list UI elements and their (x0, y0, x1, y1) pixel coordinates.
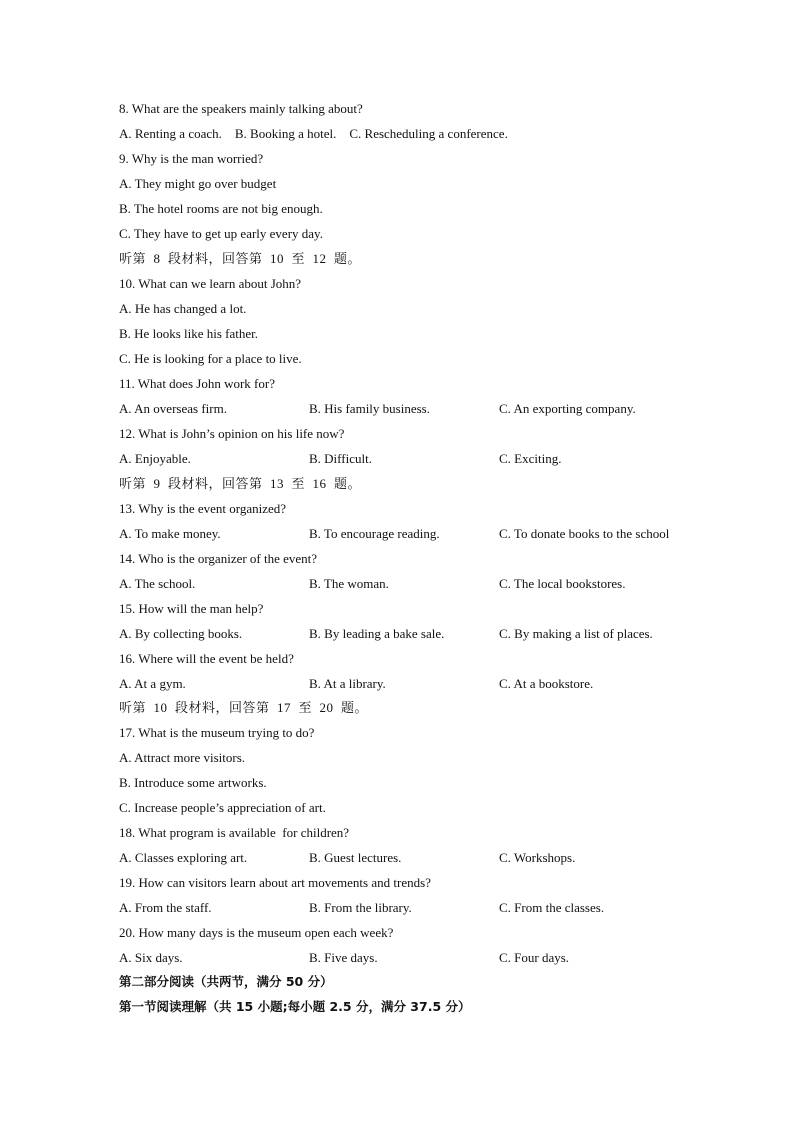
question-9-option-c: C. They have to get up early every day. (119, 226, 323, 241)
section-8-instruction: 听第 8 段材料，回答第 10 至 12 题。 (119, 251, 362, 266)
question-13-option-b: B. To encourage reading. (309, 526, 440, 541)
question-17-option-b: B. Introduce some artworks. (119, 775, 267, 790)
question-16-option-b: B. At a library. (309, 676, 386, 691)
question-13-option-a: A. To make money. (119, 526, 221, 541)
question-18-stem: 18. What program is available for children? (119, 825, 350, 840)
question-18-options (119, 848, 719, 868)
question-9-stem: 9. Why is the man worried? (119, 151, 264, 166)
question-15-option-a: A. By collecting books. (119, 626, 243, 641)
question-17-option-a: A. Attract more visitors. (119, 750, 246, 765)
question-16-stem: 16. Where will the event be held? (119, 651, 294, 666)
question-15-options (119, 624, 719, 644)
section-10-instruction: 听第 10 段材料，回答第 17 至 20 题。 (119, 700, 369, 715)
question-19-stem: 19. How can visitors learn about art movements and trends? (119, 875, 431, 890)
question-16-option-c: C. At a bookstore. (499, 676, 594, 691)
question-15-stem: 15. How will the man help? (119, 601, 264, 616)
question-10-stem: 10. What can we learn about John? (119, 276, 302, 291)
question-13-options (119, 524, 719, 544)
question-20-option-b: B. Five days. (309, 950, 378, 965)
question-17-stem: 17. What is the museum trying to do? (119, 725, 315, 740)
question-9-option-b: B. The hotel rooms are not big enough. (119, 201, 323, 216)
question-20-option-c: C. Four days. (499, 950, 570, 965)
question-9-option-a: A. They might go over budget (119, 176, 277, 191)
question-10-option-b: B. He looks like his father. (119, 326, 259, 341)
part-2-heading: 第二部分阅读（共两节，满分 50 分） (119, 974, 333, 989)
question-15-option-c: C. By making a list of places. (499, 626, 653, 641)
question-19-option-b: B. From the library. (309, 900, 412, 915)
section-1-heading: 第一节阅读理解（共 15 小题;每小题 2.5 分，满分 37.5 分） (119, 999, 471, 1014)
question-16-option-a: A. At a gym. (119, 676, 186, 691)
question-12-option-b: B. Difficult. (309, 451, 372, 466)
question-8-stem: 8. What are the speakers mainly talking about? (119, 101, 363, 116)
question-16-options (119, 674, 719, 694)
question-13-stem: 13. Why is the event organized? (119, 501, 287, 516)
question-19-options (119, 898, 719, 918)
question-12-option-a: A. Enjoyable. (119, 451, 191, 466)
question-12-stem: 12. What is John’s opinion on his life now? (119, 426, 345, 441)
question-14-option-b: B. The woman. (309, 576, 389, 591)
question-18-option-c: C. Workshops. (499, 850, 576, 865)
question-11-options (119, 399, 719, 419)
question-14-option-a: A. The school. (119, 576, 196, 591)
question-18-option-a: A. Classes exploring art. (119, 850, 248, 865)
question-10-option-a: A. He has changed a lot. (119, 301, 247, 316)
question-15-option-b: B. By leading a bake sale. (309, 626, 445, 641)
question-19-option-c: C. From the classes. (499, 900, 605, 915)
question-14-options (119, 574, 719, 594)
question-17-option-c: C. Increase people’s appreciation of art. (119, 800, 326, 815)
question-12-option-c: C. Exciting. (499, 451, 562, 466)
question-11-option-b: B. His family business. (309, 401, 430, 416)
question-19-option-a: A. From the staff. (119, 900, 212, 915)
question-14-option-c: C. The local bookstores. (499, 576, 626, 591)
question-8-options: A. Renting a coach. B. Booking a hotel. C. Rescheduling a conference. (119, 126, 508, 141)
question-18-option-b: B. Guest lectures. (309, 850, 402, 865)
question-11-stem: 11. What does John work for? (119, 376, 275, 391)
question-11-option-c: C. An exporting company. (499, 401, 636, 416)
question-13-option-c: C. To donate books to the school (499, 526, 670, 541)
question-10-option-c: C. He is looking for a place to live. (119, 351, 302, 366)
question-20-option-a: A. Six days. (119, 950, 183, 965)
question-14-stem: 14. Who is the organizer of the event? (119, 551, 318, 566)
question-20-stem: 20. How many days is the museum open each week? (119, 925, 394, 940)
question-12-options (119, 449, 719, 469)
section-9-instruction: 听第 9 段材料，回答第 13 至 16 题。 (119, 476, 362, 491)
question-11-option-a: A. An overseas firm. (119, 401, 227, 416)
question-20-options (119, 948, 719, 968)
